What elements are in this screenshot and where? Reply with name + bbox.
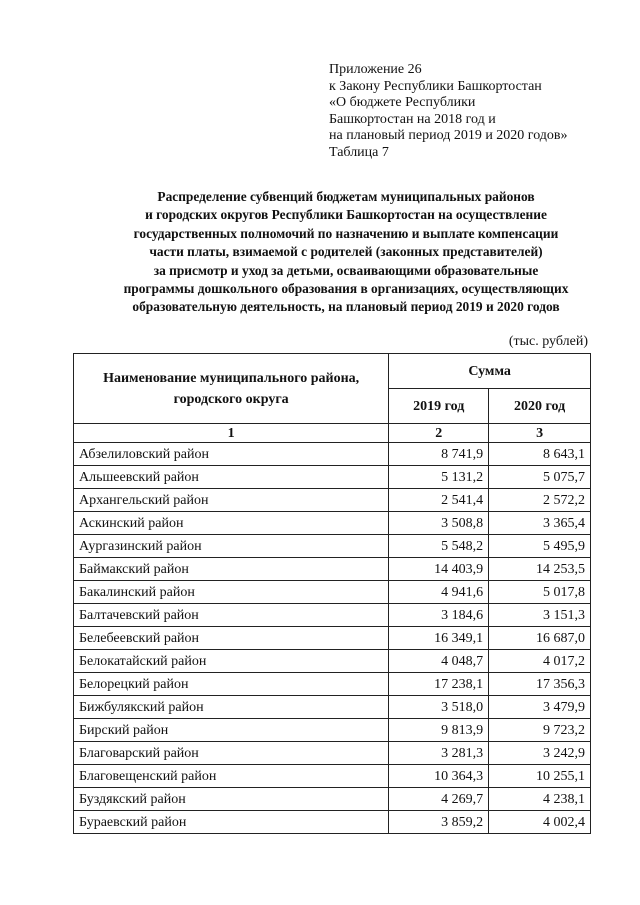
amount-2019-cell: 14 403,9	[389, 558, 489, 581]
district-name-cell: Белебеевский район	[74, 627, 389, 650]
table-row	[74, 512, 591, 535]
table-row	[74, 627, 591, 650]
table-body	[74, 443, 591, 834]
title-line: государственных полномочий по назначению и выплате компенсации	[133, 225, 559, 241]
amount-2019-cell: 3 184,6	[389, 604, 489, 627]
table-row	[74, 719, 591, 742]
district-name-cell: Альшеевский район	[74, 466, 389, 489]
district-name-cell: Белорецкий район	[74, 673, 389, 696]
table-row	[74, 765, 591, 788]
header-year-2020: 2020 год	[489, 389, 591, 424]
title-line: за присмотр и уход за детьми, осваивающими образовательные	[153, 262, 539, 278]
appendix-line: к Закону Республики Башкортостан	[329, 78, 542, 94]
appendix-line: «О бюджете Республики	[329, 95, 476, 111]
amount-2019-cell: 10 364,3	[389, 765, 489, 788]
header-sum: Сумма	[389, 354, 591, 389]
table-row	[74, 581, 591, 604]
table-row	[74, 696, 591, 719]
amount-2019-cell: 9 813,9	[389, 719, 489, 742]
amount-2019-cell: 3 518,0	[389, 696, 489, 719]
amount-2020-cell: 16 687,0	[489, 627, 591, 650]
district-name-cell: Бураевский район	[74, 811, 389, 834]
amount-2020-cell: 4 002,4	[489, 811, 591, 834]
amount-2019-cell: 5 131,2	[389, 466, 489, 489]
header-year-2019: 2019 год	[389, 389, 489, 424]
document-title	[62, 188, 630, 317]
amount-2020-cell: 10 255,1	[489, 765, 591, 788]
table-row	[74, 650, 591, 673]
amount-2019-cell: 4 269,7	[389, 788, 489, 811]
appendix-line: Таблица 7	[329, 144, 389, 160]
title-line: Распределение субвенций бюджетам муниципальных районов	[157, 189, 535, 204]
amount-2020-cell: 3 151,3	[489, 604, 591, 627]
amount-2020-cell: 9 723,2	[489, 719, 591, 742]
district-name-cell: Бижбулякский район	[74, 696, 389, 719]
appendix-block	[329, 62, 568, 162]
table-row	[74, 742, 591, 765]
amount-2019-cell: 3 859,2	[389, 811, 489, 834]
amount-2019-cell: 5 548,2	[389, 535, 489, 558]
column-number: 1	[74, 424, 389, 443]
unit-label: (тыс. рублей)	[508, 334, 588, 349]
amount-2019-cell: 4 941,6	[389, 581, 489, 604]
amount-2019-cell: 3 508,8	[389, 512, 489, 535]
district-name-cell: Аургазинский район	[74, 535, 389, 558]
title-line: части платы, взимаемой с родителей (законных представителей)	[149, 244, 543, 260]
subvention-table	[73, 353, 591, 834]
appendix-line: на плановый период 2019 и 2020 годов»	[329, 128, 568, 144]
table-row	[74, 489, 591, 512]
district-name-cell: Буздякский район	[74, 788, 389, 811]
amount-2020-cell: 3 365,4	[489, 512, 591, 535]
district-name-cell: Белокатайский район	[74, 650, 389, 673]
title-line: и городских округов Республики Башкортостан на осуществление	[145, 207, 547, 223]
column-number: 3	[489, 424, 591, 443]
amount-2020-cell: 17 356,3	[489, 673, 591, 696]
district-name-cell: Баймакский район	[74, 558, 389, 581]
district-name-cell: Абзелиловский район	[74, 443, 389, 466]
amount-2019-cell: 3 281,3	[389, 742, 489, 765]
table-row	[74, 604, 591, 627]
header-name-line: городского округа	[173, 391, 289, 407]
amount-2020-cell: 2 572,2	[489, 489, 591, 512]
district-name-cell: Благоварский район	[74, 742, 389, 765]
header-name	[74, 354, 389, 424]
table-row	[74, 466, 591, 489]
amount-2019-cell: 17 238,1	[389, 673, 489, 696]
district-name-cell: Архангельский район	[74, 489, 389, 512]
district-name-cell: Благовещенский район	[74, 765, 389, 788]
amount-2020-cell: 3 242,9	[489, 742, 591, 765]
appendix-line: Башкортостан на 2018 год и	[329, 111, 496, 127]
amount-2020-cell: 4 238,1	[489, 788, 591, 811]
amount-2020-cell: 5 495,9	[489, 535, 591, 558]
table-row	[74, 443, 591, 466]
header-name-line: Наименование муниципального района,	[103, 370, 360, 386]
table-row	[74, 788, 591, 811]
table-row	[74, 811, 591, 834]
table-row	[74, 558, 591, 581]
table-row	[74, 535, 591, 558]
amount-2020-cell: 5 017,8	[489, 581, 591, 604]
amount-2019-cell: 4 048,7	[389, 650, 489, 673]
title-line: образовательную деятельность, на плановый период 2019 и 2020 годов	[132, 299, 560, 315]
amount-2020-cell: 14 253,5	[489, 558, 591, 581]
amount-2020-cell: 8 643,1	[489, 443, 591, 466]
amount-2019-cell: 16 349,1	[389, 627, 489, 650]
district-name-cell: Аскинский район	[74, 512, 389, 535]
district-name-cell: Балтачевский район	[74, 604, 389, 627]
title-line: программы дошкольного образования в организациях, осуществляющих	[123, 281, 569, 297]
amount-2019-cell: 2 541,4	[389, 489, 489, 512]
district-name-cell: Бакалинский район	[74, 581, 389, 604]
table-row	[74, 673, 591, 696]
amount-2019-cell: 8 741,9	[389, 443, 489, 466]
district-name-cell: Бирский район	[74, 719, 389, 742]
column-number: 2	[389, 424, 489, 443]
amount-2020-cell: 4 017,2	[489, 650, 591, 673]
amount-2020-cell: 5 075,7	[489, 466, 591, 489]
appendix-line: Приложение 26	[329, 62, 422, 77]
amount-2020-cell: 3 479,9	[489, 696, 591, 719]
